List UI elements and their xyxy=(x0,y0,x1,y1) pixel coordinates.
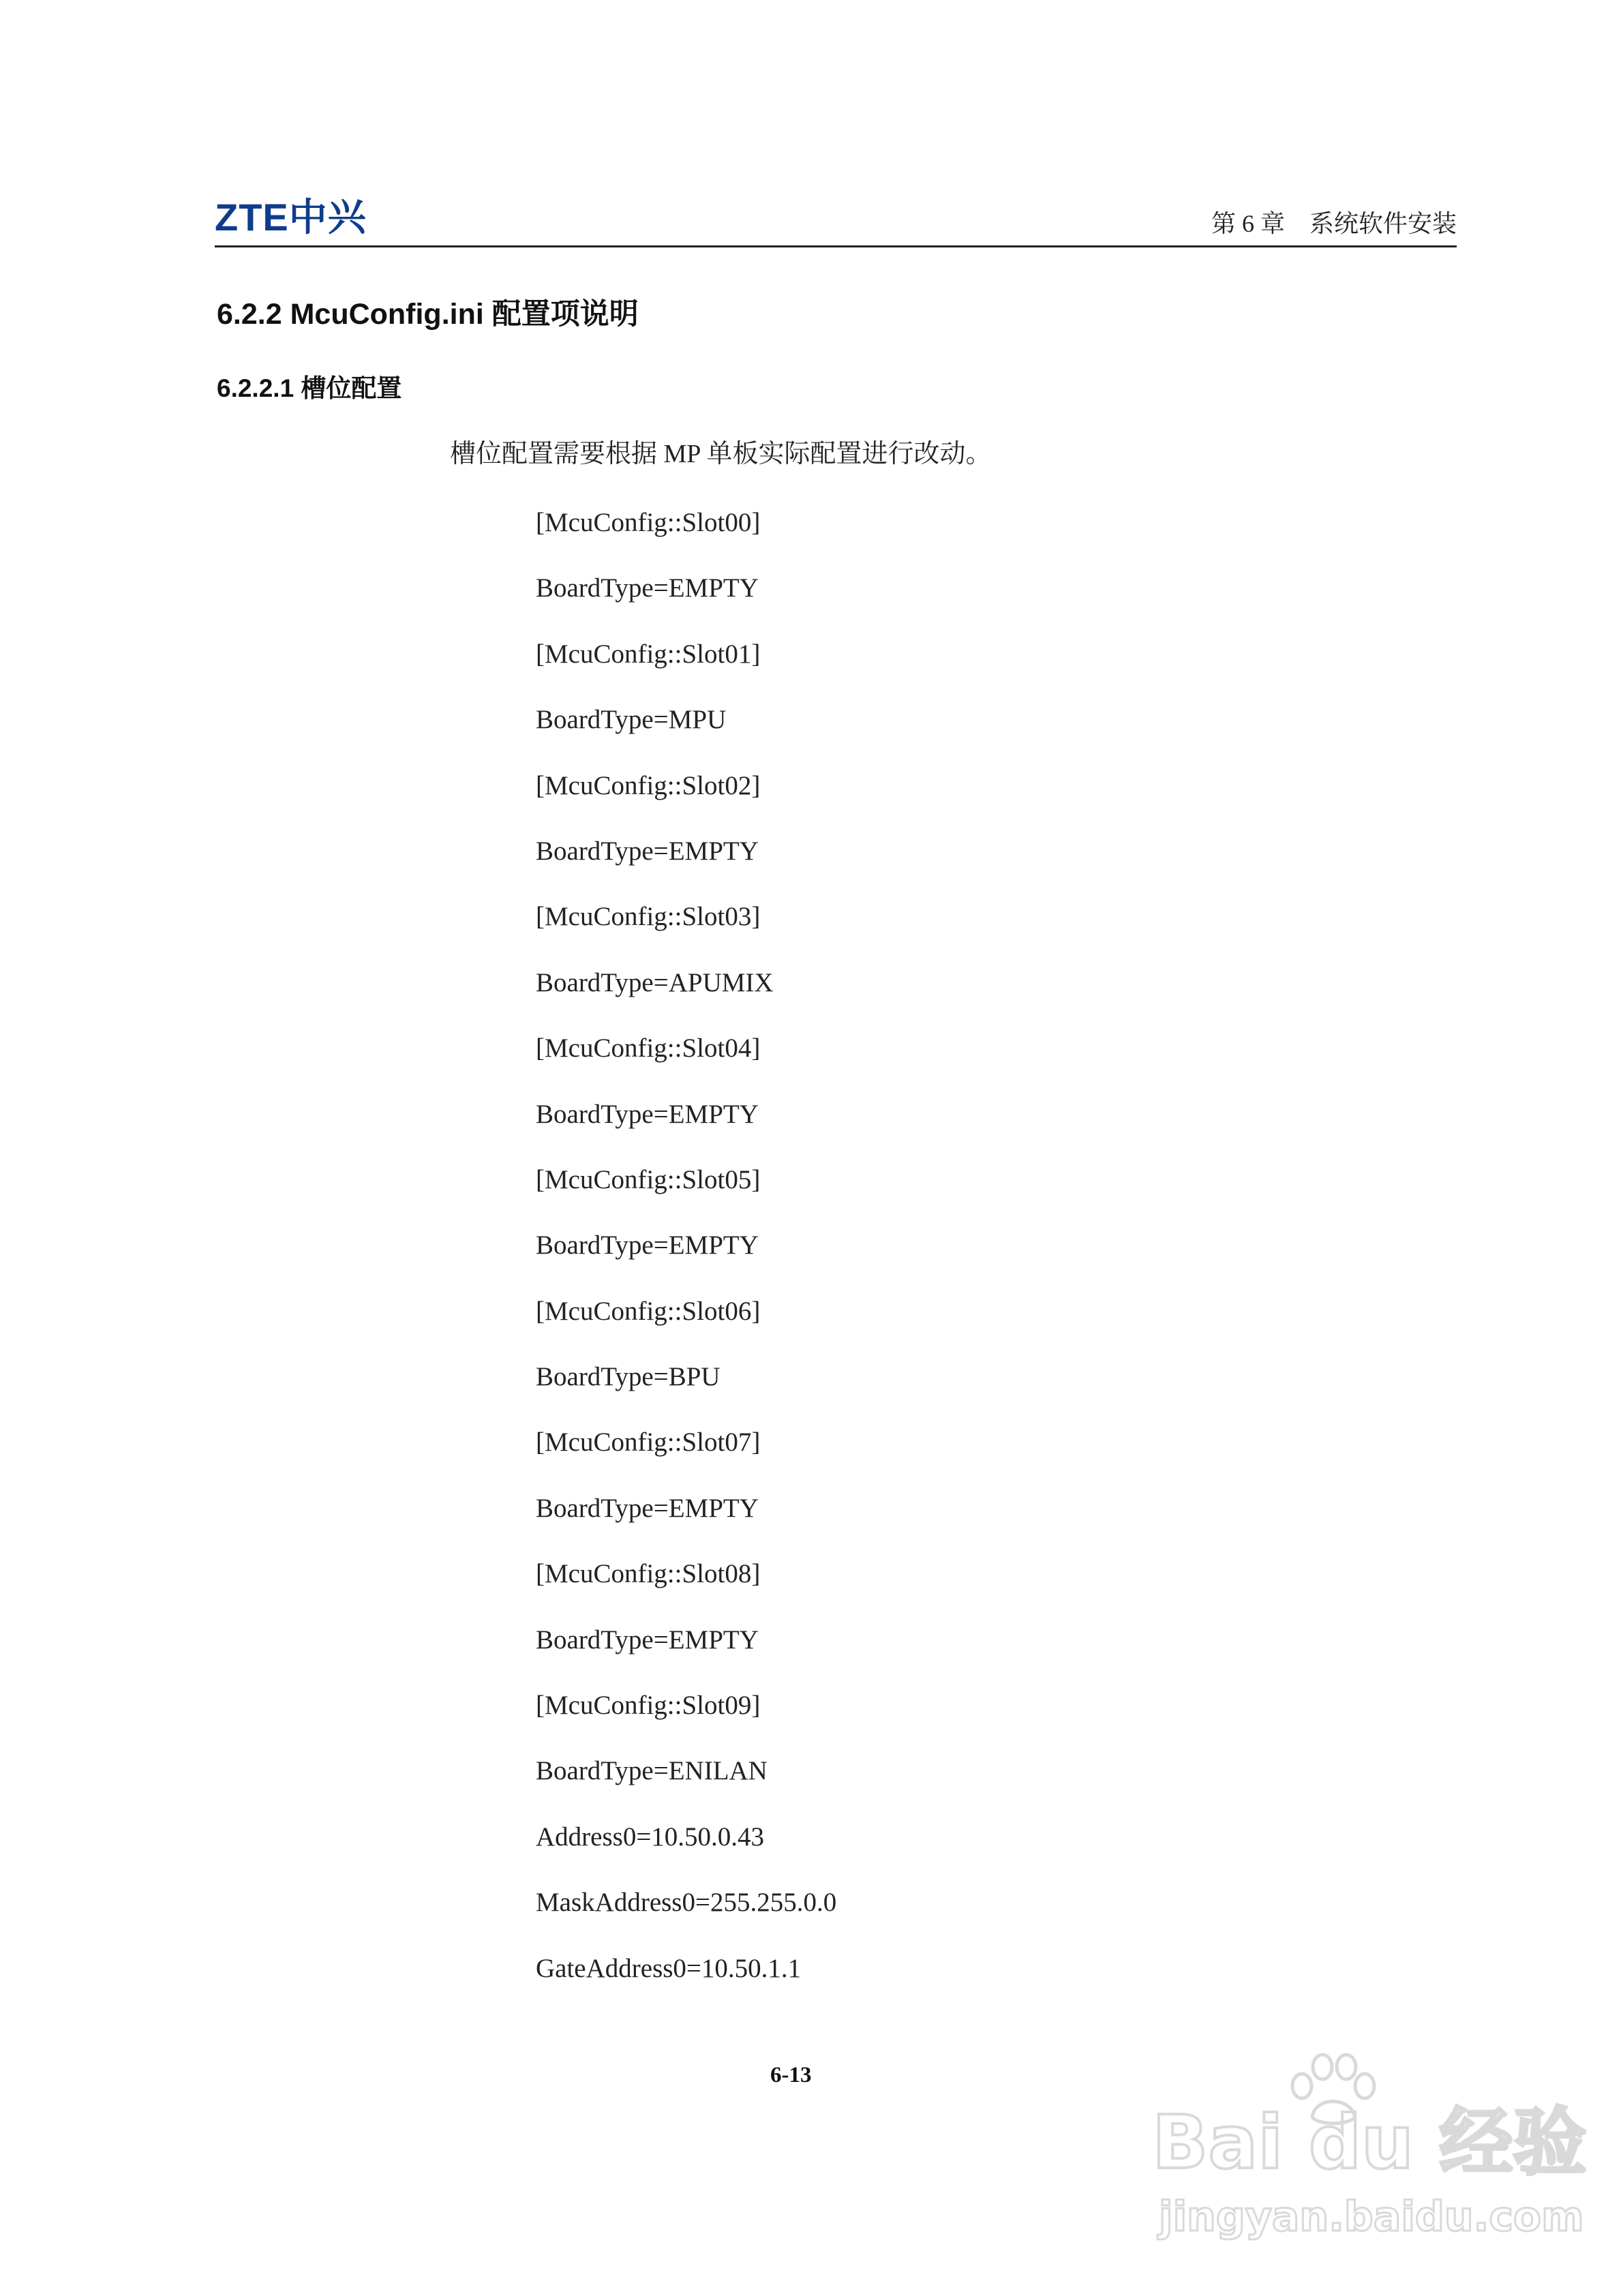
config-line: [McuConfig::Slot08] xyxy=(536,1559,761,1589)
config-line: BoardType=EMPTY xyxy=(536,1493,759,1523)
config-line: BoardType=BPU xyxy=(536,1362,721,1392)
config-line: BoardType=ENILAN xyxy=(536,1756,768,1786)
config-line: BoardType=EMPTY xyxy=(536,1099,759,1129)
config-line: BoardType=MPU xyxy=(536,705,727,735)
chapter-header: 第 6 章 系统软件安装 xyxy=(1211,210,1457,237)
section-heading: 6.2.2 McuConfig.ini 配置项说明 xyxy=(217,298,639,331)
config-line: [McuConfig::Slot04] xyxy=(536,1033,761,1063)
baidu-watermark xyxy=(1152,2052,1587,2243)
config-line: [McuConfig::Slot00] xyxy=(536,508,761,537)
subsection-heading: 6.2.2.1 槽位配置 xyxy=(217,374,402,402)
config-line: [McuConfig::Slot03] xyxy=(536,902,761,932)
config-line: [McuConfig::Slot05] xyxy=(536,1164,761,1194)
config-line: BoardType=EMPTY xyxy=(536,573,759,603)
config-line: MaskAddress0=255.255.0.0 xyxy=(536,1888,837,1918)
intro-paragraph: 槽位配置需要根据 MP 单板实际配置进行改动。 xyxy=(450,440,992,468)
page-number: 6-13 xyxy=(770,2063,812,2087)
config-line: [McuConfig::Slot02] xyxy=(536,770,761,800)
logo-text: ZTE中兴 xyxy=(215,196,367,239)
config-line: BoardType=EMPTY xyxy=(536,1230,759,1260)
config-line: Address0=10.50.0.43 xyxy=(536,1822,765,1852)
config-line: [McuConfig::Slot06] xyxy=(536,1296,761,1326)
config-line: BoardType=APUMIX xyxy=(536,967,774,997)
watermark-url: jingyan.baidu.com xyxy=(1159,2193,1584,2241)
config-line: [McuConfig::Slot01] xyxy=(536,639,761,669)
header-divider xyxy=(215,245,1457,247)
zte-logo xyxy=(215,196,367,239)
config-line: BoardType=EMPTY xyxy=(536,836,759,866)
config-listing xyxy=(536,507,836,2019)
config-line: [McuConfig::Slot09] xyxy=(536,1691,761,1721)
config-line: BoardType=EMPTY xyxy=(536,1625,759,1655)
config-line: [McuConfig::Slot07] xyxy=(536,1428,761,1457)
config-line: GateAddress0=10.50.1.1 xyxy=(536,1953,802,1983)
watermark-brand: Bai du 经验 xyxy=(1152,2100,1587,2186)
